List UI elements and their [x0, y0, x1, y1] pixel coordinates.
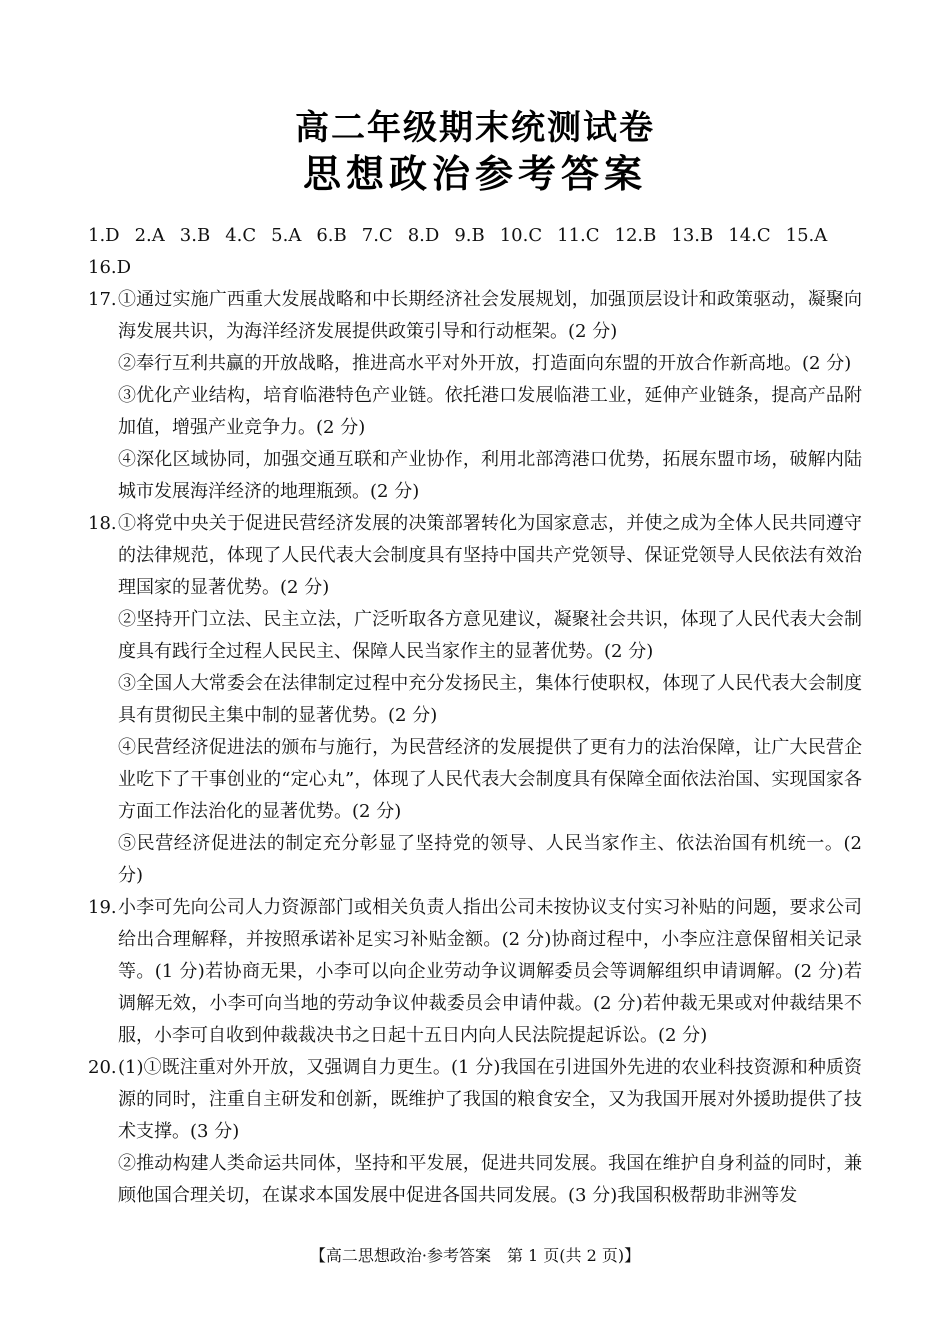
- answer-paragraph: ③优化产业结构，培育临港特色产业链。依托港口发展临港工业，延伸产业链条，提高产品附加值，增强产业竞争力。(2 分): [118, 385, 862, 438]
- answer-paragraph: ②奉行互利共赢的开放战略，推进高水平对外开放，打造面向东盟的开放合作新高地。(2 分): [118, 353, 852, 374]
- answer-paragraph: ②坚持开门立法、民主立法，广泛听取各方意见建议，凝聚社会共识，体现了人民代表大会制度具有践行全过程人民民主、保障人民当家作主的显著优势。(2 分): [118, 609, 862, 662]
- choice-answer: 6.B: [316, 225, 347, 246]
- answer-paragraph: (1)①既注重对外开放，又强调自力更生。(1 分)我国在引进国外先进的农业科技资源和种质资源的同时，注重自主研发和创新，既维护了我国的粮食安全，又为我国开展对外援助提供了技术支撑。(3 分): [118, 1057, 862, 1142]
- choice-answer: 2.A: [134, 225, 165, 246]
- answer-paragraph: ⑤民营经济促进法的制定充分彰显了坚持党的领导、人民当家作主、依法治国有机统一。(2 分): [118, 833, 862, 886]
- choice-answer: 5.A: [271, 225, 302, 246]
- answer-paragraph: 小李可先向公司人力资源部门或相关负责人指出公司未按协议支付实习补贴的问题，要求公司给出合理解释，并按照承诺补足实习补贴金额。(2 分)协商过程中，小李应注意保留相关记录等。(1 分)若协商无果，小李可以向企业劳动争议调解委员会等调解组织申请调解。(2 分)若调解无效，小李可向当地的劳动争议仲裁委员会申请仲裁。(2 分)若仲裁无果或对仲裁结果不服，小李可自收到仲裁裁决书之日起十五日内向人民法院提起诉讼。(2 分): [118, 897, 862, 1046]
- choice-answer: 7.C: [361, 225, 393, 246]
- answer-paragraph: ④民营经济促进法的颁布与施行，为民营经济的发展提供了更有力的法治保障，让广大民营企业吃下了干事创业的“定心丸”，体现了人民代表大会制度具有保障全面依法治国、实现国家各方面工作法治化的显著优势。(2 分): [118, 737, 862, 822]
- answer-paragraph: ②推动构建人类命运共同体，坚持和平发展，促进共同发展。我国在维护自身利益的同时，兼顾他国合理关切，在谋求本国发展中促进各国共同发展。(3 分)我国积极帮助非洲等发: [118, 1153, 862, 1206]
- choice-answer: 3.B: [179, 225, 211, 246]
- question-number: 17.: [88, 289, 117, 310]
- question-list: [88, 284, 862, 1212]
- answer-paragraph: ①通过实施广西重大发展战略和中长期经济社会发展规划，加强顶层设计和政策驱动，凝聚向海发展共识，为海洋经济发展提供政策引导和行动框架。(2 分): [118, 289, 862, 342]
- answer-key-title: 思想政治参考答案: [302, 152, 647, 196]
- page-footer: 【高二思想政治·参考答案 第 1 页(共 2 页)】: [309, 1246, 641, 1265]
- choice-answer: 8.D: [407, 225, 440, 246]
- question-number: 18.: [88, 513, 117, 534]
- question-block: [88, 284, 862, 508]
- choice-answer: 16.D: [88, 257, 132, 278]
- choice-answer: 12.B: [614, 225, 657, 246]
- question-number: 19.: [88, 897, 117, 918]
- answer-paragraph: ④深化区域协同，加强交通互联和产业协作，利用北部湾港口优势，拓展东盟市场，破解内陆城市发展海洋经济的地理瓶颈。(2 分): [118, 449, 862, 502]
- question-block: [88, 508, 862, 892]
- choice-answer: 4.C: [225, 225, 257, 246]
- choice-answer: 1.D: [88, 225, 120, 246]
- question-number: 20.: [88, 1057, 117, 1078]
- choice-answer: 13.B: [671, 225, 714, 246]
- multiple-choice-answers: [88, 220, 862, 284]
- answer-body: [88, 220, 862, 1212]
- choice-answer: 14.C: [728, 225, 771, 246]
- choice-answer: 11.C: [557, 225, 600, 246]
- answer-paragraph: ①将党中央关于促进民营经济发展的决策部署转化为国家意志，并使之成为全体人民共同遵守的法律规范，体现了人民代表大会制度具有坚持中国共产党领导、保证党领导人民依法有效治理国家的显著优势。(2 分): [118, 513, 862, 598]
- choice-answer: 15.A: [785, 225, 828, 246]
- answer-paragraph: ③全国人大常委会在法律制定过程中充分发扬民主，集体行使职权，体现了人民代表大会制度具有贯彻民主集中制的显著优势。(2 分): [118, 673, 862, 726]
- question-block: [88, 892, 862, 1052]
- choice-answer: 10.C: [499, 225, 543, 246]
- choice-answer: 9.B: [454, 225, 485, 246]
- exam-title: 高二年级期末统测试卷: [295, 108, 655, 148]
- question-block: [88, 1052, 862, 1212]
